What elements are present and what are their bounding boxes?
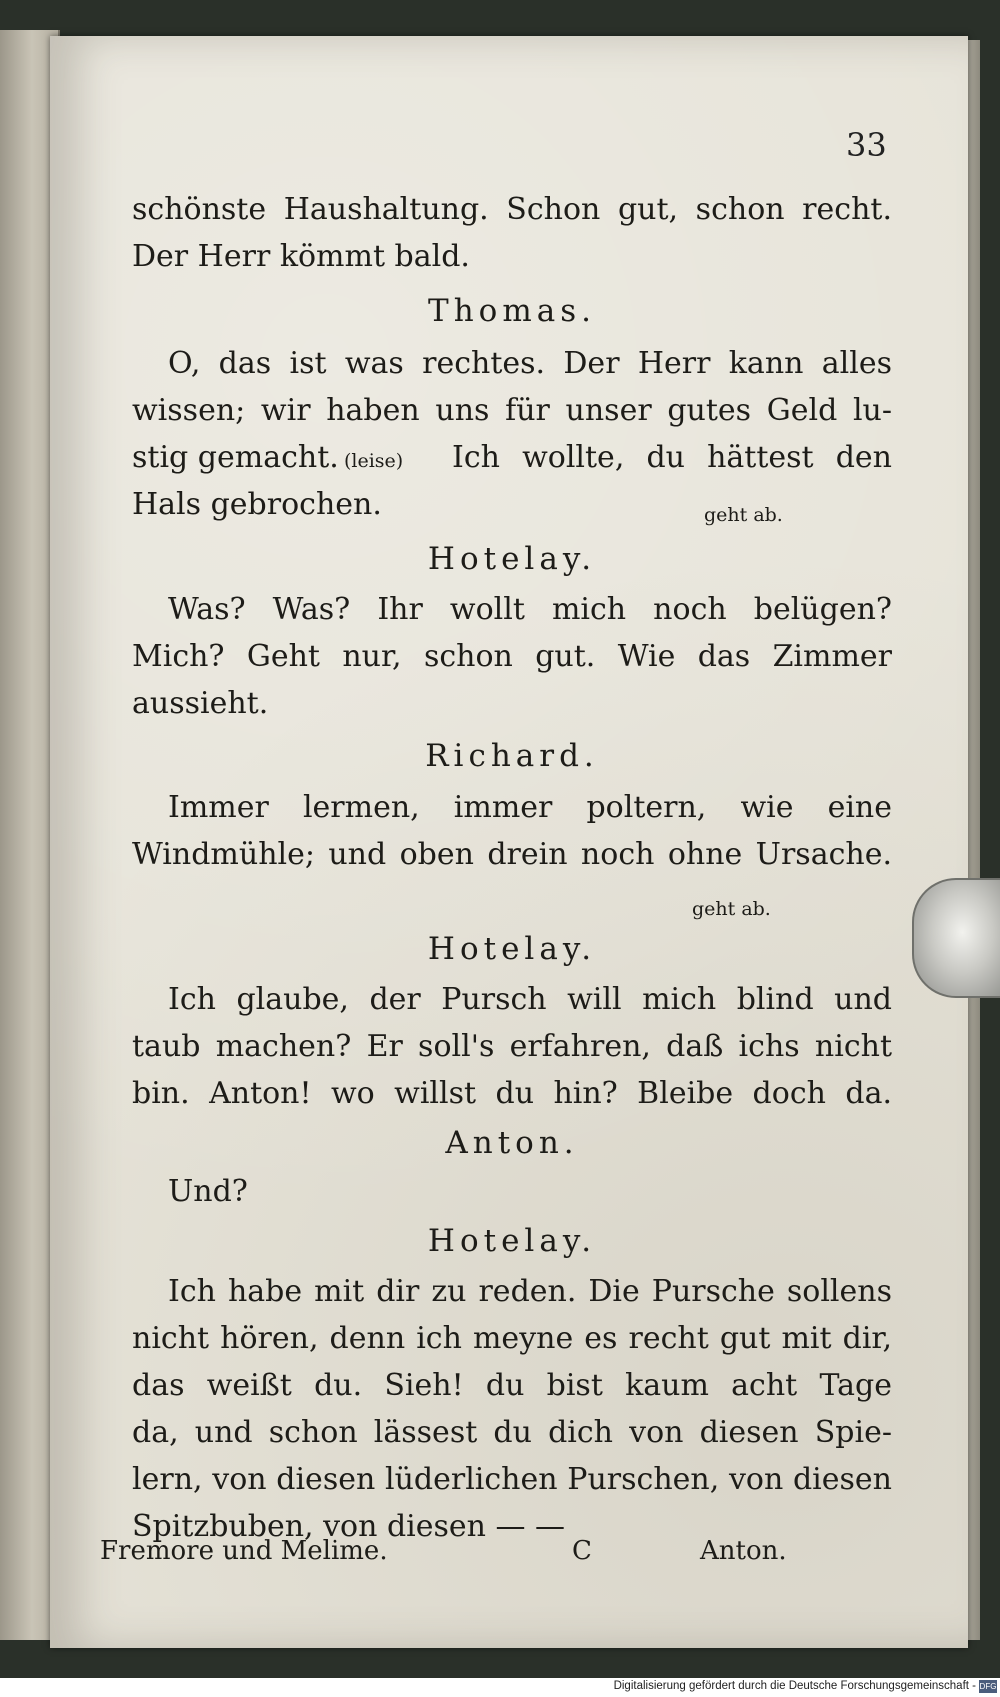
attribution-text: Digitalisierung gefördert durch die Deutsche Forschungsgemeinschaft - bbox=[613, 1680, 976, 1692]
speaker-name: Hotelay. bbox=[427, 541, 597, 577]
speaker-name: Thomas. bbox=[428, 293, 596, 329]
text-line: Was? Was? Ihr wollt mich noch belügen? bbox=[168, 592, 892, 627]
text-line: lern, von diesen lüderlichen Purschen, von diesen bbox=[132, 1462, 892, 1497]
text-line: bin. Anton! wo willst du hin? Bleibe doch da. bbox=[132, 1076, 892, 1111]
text-line: schönste Haushaltung. Schon gut, schon recht. bbox=[132, 192, 892, 227]
speaker-name: Hotelay. bbox=[427, 1223, 597, 1259]
text-line: Und? bbox=[168, 1174, 248, 1209]
text-line: Ich wollte, du hättest den bbox=[452, 440, 892, 475]
text-line: stig gemacht. bbox=[132, 440, 339, 475]
page-number: 33 bbox=[846, 126, 887, 164]
text-line: Hals gebrochen. bbox=[132, 487, 382, 522]
text-line: Spitzbuben, von diesen — — bbox=[132, 1509, 566, 1544]
text-line: O, das ist was rechtes. Der Herr kann alles bbox=[168, 346, 892, 381]
text-line: nicht hören, denn ich meyne es recht gut mit dir, bbox=[132, 1321, 892, 1356]
text-line: Windmühle; und oben drein noch ohne Ursache. bbox=[132, 837, 892, 872]
text-line: das weißt du. Sieh! du bist kaum acht Tage bbox=[132, 1368, 892, 1403]
stage-direction: (leise) bbox=[344, 450, 404, 472]
text-line: da, und schon lässest du dich von diesen Spie- bbox=[132, 1415, 892, 1450]
page-clip bbox=[912, 878, 1000, 998]
text-line: Ich habe mit dir zu reden. Die Pursche sollens bbox=[168, 1274, 892, 1309]
stage-direction-exit: geht ab. bbox=[692, 898, 771, 920]
text-line: Mich? Geht nur, schon gut. Wie das Zimmer bbox=[132, 639, 892, 674]
catchword: Anton. bbox=[700, 1536, 787, 1566]
speaker-name: Richard. bbox=[425, 738, 599, 774]
signature-mark: C bbox=[572, 1536, 592, 1566]
text-line: Ich glaube, der Pursch will mich blind und bbox=[168, 982, 892, 1017]
running-title: Fremore und Melime. bbox=[100, 1536, 388, 1566]
speaker-name: Hotelay. bbox=[427, 931, 597, 967]
book-page bbox=[50, 36, 968, 1648]
text-line: Immer lermen, immer poltern, wie eine bbox=[168, 790, 892, 825]
stage-direction-exit: geht ab. bbox=[704, 504, 783, 526]
text-line: taub machen? Er soll's erfahren, daß ichs nicht bbox=[132, 1029, 892, 1064]
speaker-name: Anton. bbox=[445, 1125, 579, 1161]
text-line: aussieht. bbox=[132, 686, 269, 721]
text-line: Der Herr kömmt bald. bbox=[132, 239, 470, 274]
dfg-logo-icon: DFG bbox=[979, 1682, 997, 1691]
text-line: wissen; wir haben uns für unser gutes Geld lu- bbox=[132, 393, 892, 428]
